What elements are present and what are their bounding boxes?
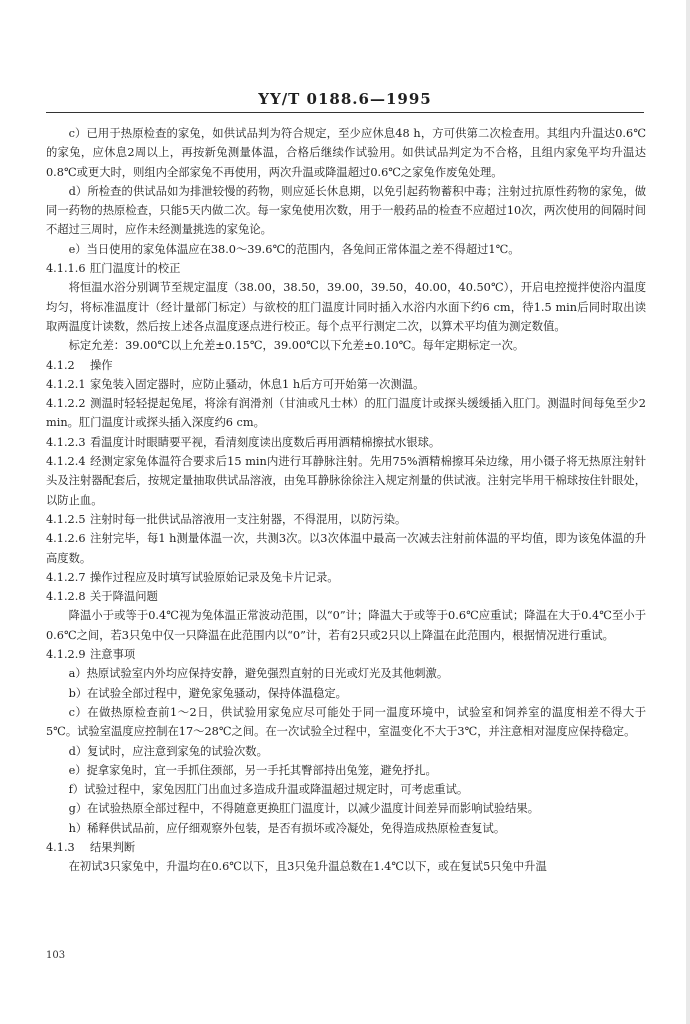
section-text: 家兔装入固定器时，应防止骚动，休息1 h后方可开始第一次测温。: [90, 377, 425, 391]
page-number: 103: [46, 950, 66, 961]
paragraph: c）在做热原检查前1～2日，供试验用家兔应尽可能处于同一温度环境中，试验室和饲养室的温度相差不得大于5℃。试验室温度应控制在17～28℃之间。在一次试验全过程中，室温变化不大于3℃，并注意相对湿度应保持稳定。: [46, 705, 646, 739]
section-text: 操作: [90, 358, 113, 372]
section-line: [46, 433, 646, 452]
paragraph: c）已用于热原检查的家兔，如供试品判为符合规定，至少应休息48 h，方可供第二次检查用。其组内升温达0.6℃的家兔，应休息2周以上，再按新兔测量体温，合格后继续作试验用。如供试品判定为不合格，且组内家兔平均升温达0.8℃或更大时，则组内全部家兔不再使用，两次升温或降温超过0.6℃之家兔作废兔处理。: [46, 127, 646, 179]
paragraph: 降温小于或等于0.4℃视为兔体温正常波动范围，以“0”计；降温大于或等于0.6℃应重试；降温在大于0.4℃至小于0.6℃之间，若3只兔中仅一只降温在此范围内以“0”计，若有2只或2只以上降温在此范围内，根据情况进行重试。: [46, 609, 646, 642]
section-text: 测温时轻轻提起兔尾，将涂有润滑剂（甘油或凡士林）的肛门温度计或探头缓缓插入肛门。测温时间每兔至少2 min。肛门温度计或探头插入深度约6 cm。: [46, 397, 646, 430]
section-line: [46, 452, 646, 510]
section-line: [46, 394, 646, 433]
section-number: 4.1.2.8: [46, 590, 86, 604]
paragraph: 将恒温水浴分别调节至规定温度（38.00，38.50，39.00，39.50，40.00，40.50℃），开启电控搅拌使浴内温度均匀，将标准温度计（经计量部门标定）与欲校的肛门温度计同时插入水浴内水面下约6 cm，待1.5 min后同时取出读取两温度计读数，然后按上述各点温度逐点进行校正。每个点平行测定二次，以算术平均值为测定数值。: [46, 281, 646, 333]
paragraph: d）所检查的供试品如为排泄较慢的药物，则应延长休息期，以免引起药物蓄积中毒；注射过抗原性药物的家兔，做同一药物的热原检查，只能5天内做二次。每一家兔使用次数，用于一般药品的检查不应超过10次，两次使用的间隔时间不超过三周时，应作未经测量挑选的家兔论。: [46, 184, 646, 237]
section-line: [46, 375, 646, 394]
paragraph: a）热原试验室内外均应保持安静，避免强烈直射的日光或灯光及其他刺激。: [68, 667, 449, 681]
section-line: [46, 529, 646, 568]
section-text: 注射时每一批供试品溶液用一支注射器，不得混用，以防污染。: [90, 512, 407, 526]
section-line: [46, 587, 646, 606]
header-rule: [46, 112, 644, 113]
paragraph: h）稀释供试品前，应仔细观察外包装，是否有损坏或冷凝处，免得造成热原检查复试。: [68, 821, 506, 835]
section-text: 看温度计时眼睛要平视，看清刻度读出度数后再用酒精棉擦拭水银球。: [90, 435, 441, 449]
section-number: 4.1.2.2: [46, 397, 86, 411]
section-line: [46, 645, 646, 664]
section-number: 4.1.1.6: [46, 262, 86, 276]
section-number: 4.1.3: [46, 840, 75, 854]
page-header: YY/T 0188.6—1995: [258, 90, 432, 108]
section-number: 4.1.2.5: [46, 512, 86, 526]
section-line: [46, 568, 646, 587]
paragraph: g）在试验热原全部过程中，不得随意更换肛门温度计，以减少温度计间差异而影响试验结果。: [68, 802, 540, 816]
section-text: 经测定家兔体温符合要求后15 min内进行耳静脉注射。先用75%酒精棉擦耳朵边缘，用小镊子将无热原注射针头及注射器配套后，按规定量抽取供试品溶液，由兔耳静脉徐徐注入规定剂量的供试液。注射完毕用干棉球按住针眼处，以防止血。: [46, 455, 646, 507]
paragraph: f）试验过程中，家兔因肛门出血过多造成升温或降温超过规定时，可考虑重试。: [68, 783, 469, 797]
section-number: 4.1.2.9: [46, 648, 86, 662]
section-number: 4.1.2.3: [46, 435, 86, 449]
paragraph: b）在试验全部过程中，避免家兔骚动，保持体温稳定。: [68, 686, 347, 700]
paragraph: 在初试3只家兔中，升温均在0.6℃以下，且3只兔升温总数在1.4℃以下，或在复试5只兔中升温: [68, 860, 547, 874]
section-number: 4.1.2.6: [46, 532, 86, 546]
paragraph: e）捉拿家兔时，宜一手抓住颈部，另一手托其臀部持出兔笼，避免抒扎。: [68, 763, 437, 777]
section-text: 结果判断: [90, 840, 136, 854]
section-line: [46, 356, 646, 375]
section-text: 肛门温度计的校正: [90, 262, 181, 276]
section-line: [46, 510, 646, 529]
page-edge-shadow: [686, 0, 690, 1024]
paragraph: e）当日使用的家兔体温应在38.0～39.6℃的范围内，各兔间正常体温之差不得超过1℃。: [68, 242, 520, 256]
section-text: 注意事项: [90, 648, 136, 662]
document-body: [46, 124, 646, 877]
section-line: [46, 838, 646, 857]
section-text: 关于降温问题: [90, 590, 158, 604]
section-text: 注射完毕，每1 h测量体温一次，共测3次。以3次体温中最高一次减去注射前体温的平均值，即为该兔体温的升高度数。: [46, 532, 646, 565]
paragraph: 标定允差：39.00℃以上允差±0.15℃，39.00℃以下允差±0.10℃。每年定期标定一次。: [68, 339, 525, 353]
section-line: [46, 259, 646, 278]
section-number: 4.1.2.7: [46, 570, 86, 584]
section-number: 4.1.2.4: [46, 455, 86, 469]
section-number: 4.1.2.1: [46, 377, 86, 391]
section-text: 操作过程应及时填写试验原始记录及兔卡片记录。: [90, 570, 339, 584]
paragraph: d）复试时，应注意到家兔的试验次数。: [68, 744, 268, 758]
section-number: 4.1.2: [46, 358, 75, 372]
